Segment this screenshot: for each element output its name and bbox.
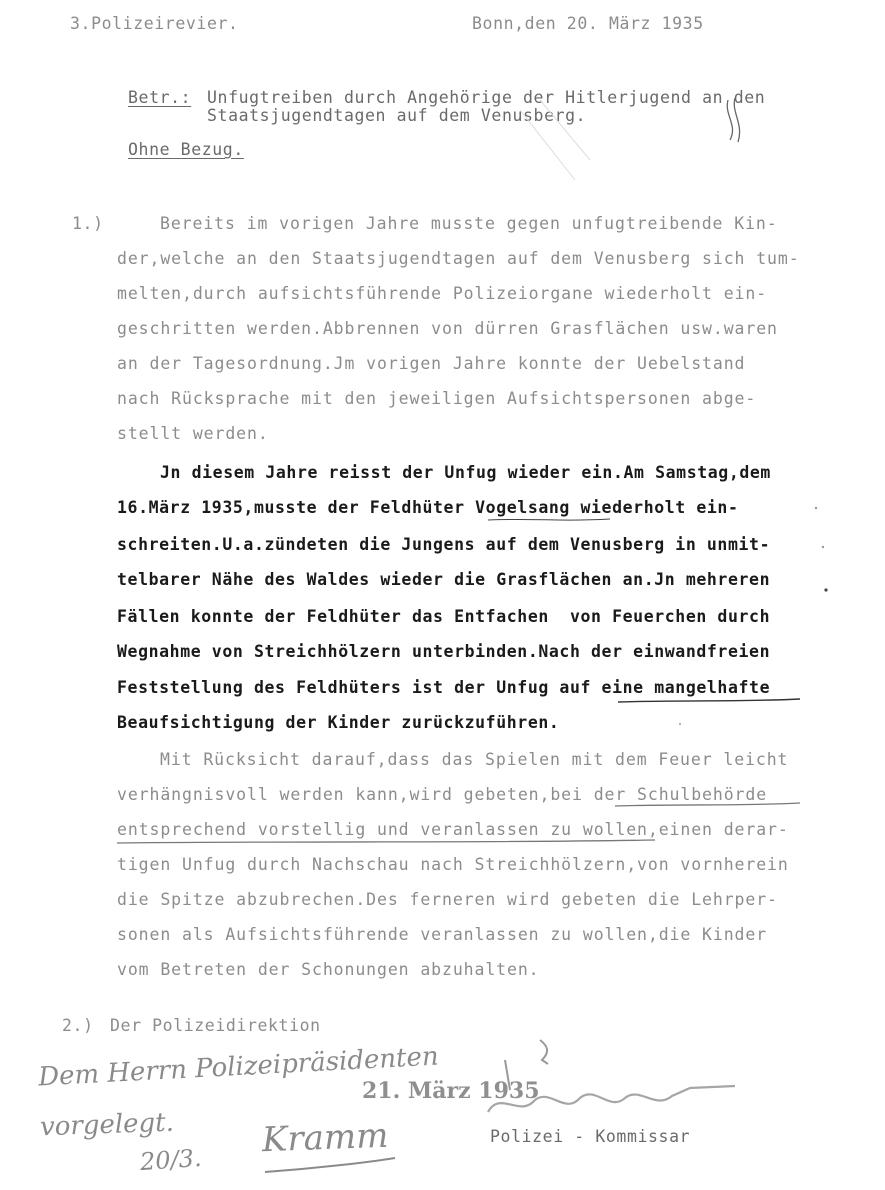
place-date: Bonn,den 20. März 1935 xyxy=(472,14,704,33)
underline-mark xyxy=(117,840,655,843)
received-date-stamp: 21. März 1935 xyxy=(362,1078,540,1104)
stray-dot xyxy=(815,507,817,509)
para1-line: der,welche an den Staatsjugendtagen auf dem Venusberg sich tum- xyxy=(117,249,800,268)
section-2-number: 2.) xyxy=(62,1016,94,1035)
para2-line: Feststellung des Feldhüters ist der Unfug auf eine mangelhafte xyxy=(117,678,771,697)
stray-dot xyxy=(824,588,827,591)
para1-line: geschritten werden.Abbrennen von dürren Grasflächen usw.waren xyxy=(117,319,778,338)
para2-line: Beaufsichtigung der Kinder zurückzuführen. xyxy=(117,713,560,732)
handwritten-mark xyxy=(540,1040,548,1064)
section-1-number: 1.) xyxy=(72,214,104,233)
para1-line: melten,durch aufsichtsführende Polizeiorgane wiederholt ein- xyxy=(117,284,768,303)
handwritten-mark xyxy=(265,1158,395,1172)
para3-line: entsprechend vorstellig und veranlassen zu wollen,einen derar- xyxy=(117,820,789,839)
para2-line: schreiten.U.a.zündeten die Jungens auf dem Venusberg in unmit- xyxy=(117,535,771,554)
section-2-recipient: Der Polizeidirektion xyxy=(110,1016,321,1035)
para3-line: sonen als Aufsichtsführende veranlassen zu wollen,die Kinder xyxy=(117,925,768,944)
signature-title: Polizei - Kommissar xyxy=(490,1127,691,1146)
handwritten-signature: Kramm xyxy=(261,1115,390,1161)
para2-line: Jn diesem Jahre reisst der Unfug wieder ein.Am Samstag,dem xyxy=(160,463,771,482)
para1-line: stellt werden. xyxy=(117,424,269,443)
para2-line: Wegnahme von Streichhölzern unterbinden.Nach der einwandfreien xyxy=(117,642,771,661)
para2-line: telbarer Nähe des Waldes wieder die Grasflächen an.Jn mehreren xyxy=(117,570,771,589)
para3-line: verhängnisvoll werden kann,wird gebeten,bei der Schulbehörde xyxy=(117,785,768,804)
para3-line: die Spitze abzubrechen.Des ferneren wird gebeten die Lehrper- xyxy=(117,890,778,909)
office-heading: 3.Polizeirevier. xyxy=(70,14,239,33)
subject-line-2: Staatsjugendtagen auf dem Venusberg. xyxy=(207,106,587,125)
subject-line-1: Unfugtreiben durch Angehörige der Hitlerjugend an den xyxy=(207,88,766,107)
stray-dot xyxy=(679,723,681,725)
handwritten-note-line: Dem Herrn Polizeipräsidenten xyxy=(37,1041,440,1093)
para3-line: vom Betreten der Schonungen abzuhalten. xyxy=(117,960,540,979)
subject-label: Betr.: xyxy=(128,88,192,107)
para1-line: Bereits im vorigen Jahre musste gegen unfugtreibende Kin- xyxy=(160,214,778,233)
para1-line: an der Tagesordnung.Jm vorigen Jahre konnte der Uebelstand xyxy=(117,354,746,373)
para1-line: nach Rücksprache mit den jeweiligen Aufsichtspersonen abge- xyxy=(117,389,757,408)
underline-mark xyxy=(618,699,800,702)
handwritten-note-line: vorgelegt. xyxy=(39,1107,175,1143)
para2-line: 16.März 1935,musste der Feldhüter Vogelsang wiederholt ein- xyxy=(117,498,739,517)
stray-dot xyxy=(822,546,824,548)
reference-note: Ohne Bezug. xyxy=(128,140,244,159)
underline-mark xyxy=(488,519,610,520)
para3-line: tigen Unfug durch Nachschau nach Streichhölzern,von vornherein xyxy=(117,855,789,874)
para2-line: Fällen konnte der Feldhüter das Entfachen von Feuerchen durch xyxy=(117,607,771,626)
handwritten-note-line: 20/3. xyxy=(139,1143,203,1177)
para3-line: Mit Rücksicht darauf,dass das Spielen mit dem Feuer leicht xyxy=(160,750,789,769)
